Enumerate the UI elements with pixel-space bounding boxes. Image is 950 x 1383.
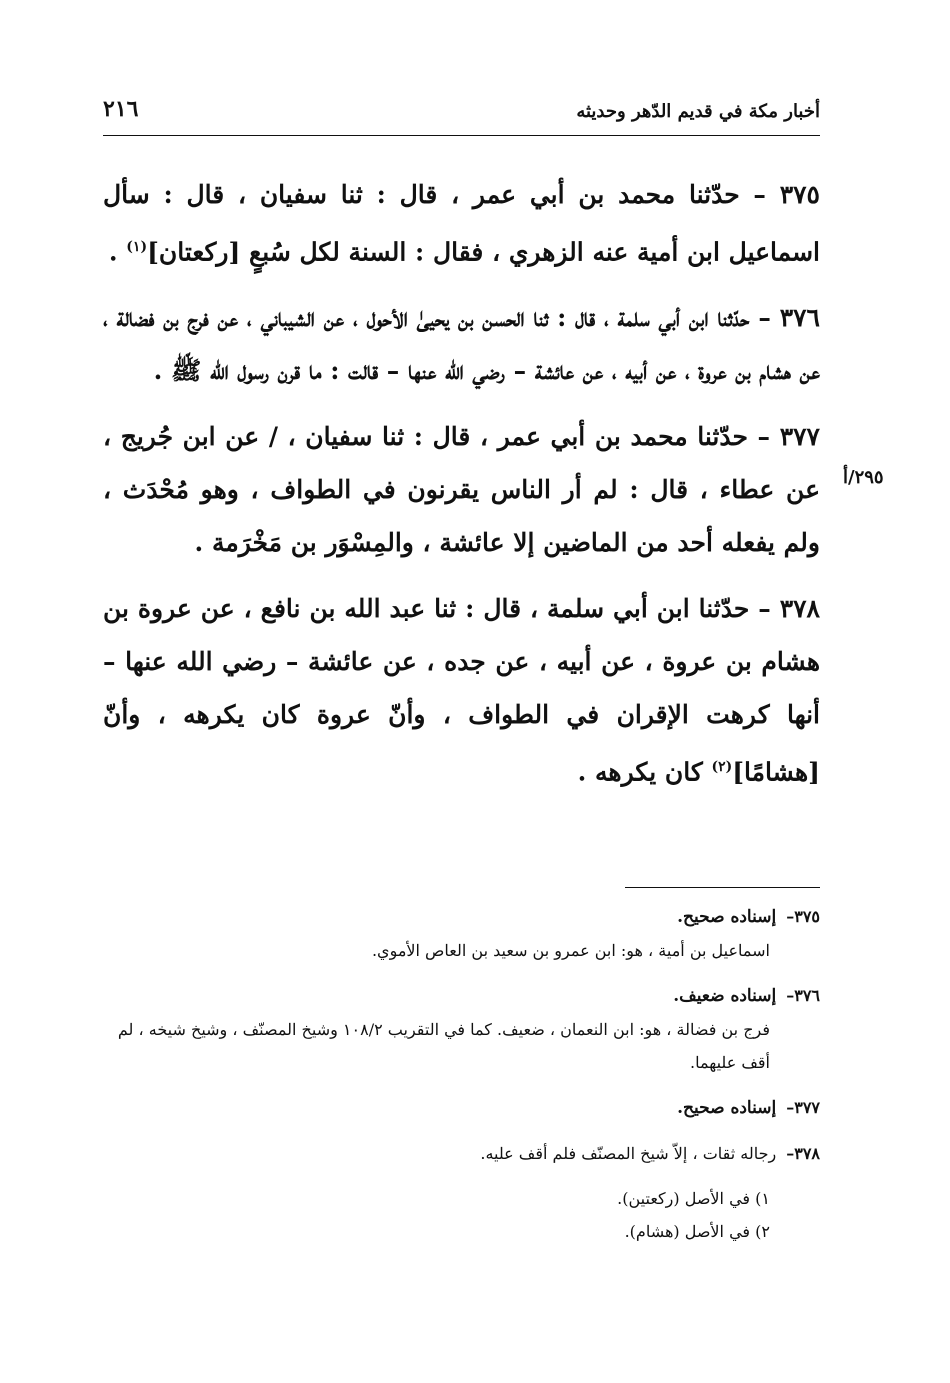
narration-378-end: كان يكرهه .	[577, 757, 712, 787]
page-number: ٢١٦	[103, 96, 139, 122]
running-head	[103, 96, 820, 122]
commentary-notes	[103, 900, 820, 1248]
footnote-ref-2: (٢)	[711, 759, 733, 776]
footnote-rule	[625, 887, 820, 888]
narration-375-end: .	[108, 237, 127, 267]
note-number: ٣٧٨–	[786, 1144, 820, 1163]
narration-377: ٣٧٧ – حدّثنا محمد بن أبي عمر ، قال : ثنا سفيان ، / عن ابن جُريج ، عن عطاء ، قال : لم أر الناس يقرنون في الطواف ، وهو مُحْدَث ، ولم يفعله أحد من الماضين إلا عائشة ، والمِسْوَر بن مَخْرَمة .	[103, 422, 820, 558]
narration-375	[103, 168, 820, 278]
note-377	[103, 1091, 820, 1125]
note-verdict: إسناده ضعيف.	[673, 986, 777, 1006]
narration-375-text: ٣٧٥ – حدّثنا محمد بن أبي عمر ، قال : ثنا سفيان ، قال : سأل اسماعيل ابن أمية عنه الزهري ، فقال : السنة لكل سُبعٍ [ركعتان]	[103, 180, 820, 267]
note-378	[103, 1137, 820, 1170]
manuscript-folio-marker: ٢٩٥/أ	[843, 467, 884, 488]
note-verdict: إسناده صحيح.	[677, 907, 777, 927]
header-rule	[103, 135, 820, 136]
note-detail: فرج بن فضالة ، هو: ابن النعمان ، ضعيف. كما في التقريب ١٠٨/٢ وشيخ المصنّف ، وشيخ شيخه ، لم أقف عليهما.	[117, 1020, 770, 1072]
narration-376: ٣٧٦ – حدّثنا ابن أبي سلمة ، قال : ثنا الحسن بن يحيىٰ الأحول ، عن الشيباني ، عن فرج بن فضالة ، عن هشام بن عروة ، عن أبيه ، عن عائشة – رضي الله عنها – قالت : ما قرن رسول الله ﷺ .	[103, 303, 820, 386]
note-375	[103, 900, 820, 967]
note-detail: اسماعيل بن أمية ، هو: ابن عمرو بن سعيد بن العاص الأموي.	[371, 941, 770, 960]
narration-378-text: ٣٧٨ – حدّثنا ابن أبي سلمة ، قال : ثنا عبد الله بن نافع ، عن عروة بن هشام بن عروة ، عن أبيه ، عن جده ، عن عائشة – رضي الله عنها – أنها كرهت الإقران في الطواف ، وأنّ عروة كان يكرهه ، وأنّ [هشامًا]	[103, 594, 820, 787]
main-text	[103, 168, 820, 812]
note-376	[103, 979, 820, 1079]
note-number: ٣٧٦–	[786, 986, 820, 1005]
note-verdict: إسناده صحيح.	[677, 1098, 777, 1118]
footnote-ref-1: (١)	[126, 239, 148, 255]
narration-378	[103, 582, 820, 798]
note-number: ٣٧٧–	[786, 1098, 820, 1117]
footnote-1: ١) في الأصل (ركعتين).	[617, 1189, 770, 1208]
note-number: ٣٧٥–	[786, 907, 820, 926]
note-verdict: رجاله ثقات ، إلاّ شيخ المصنّف فلم أقف عليه.	[480, 1144, 777, 1163]
footnote-2: ٢) في الأصل (هشام).	[624, 1222, 770, 1241]
running-title: أخبار مكة في قديم الدّهر وحديثه	[576, 101, 820, 122]
